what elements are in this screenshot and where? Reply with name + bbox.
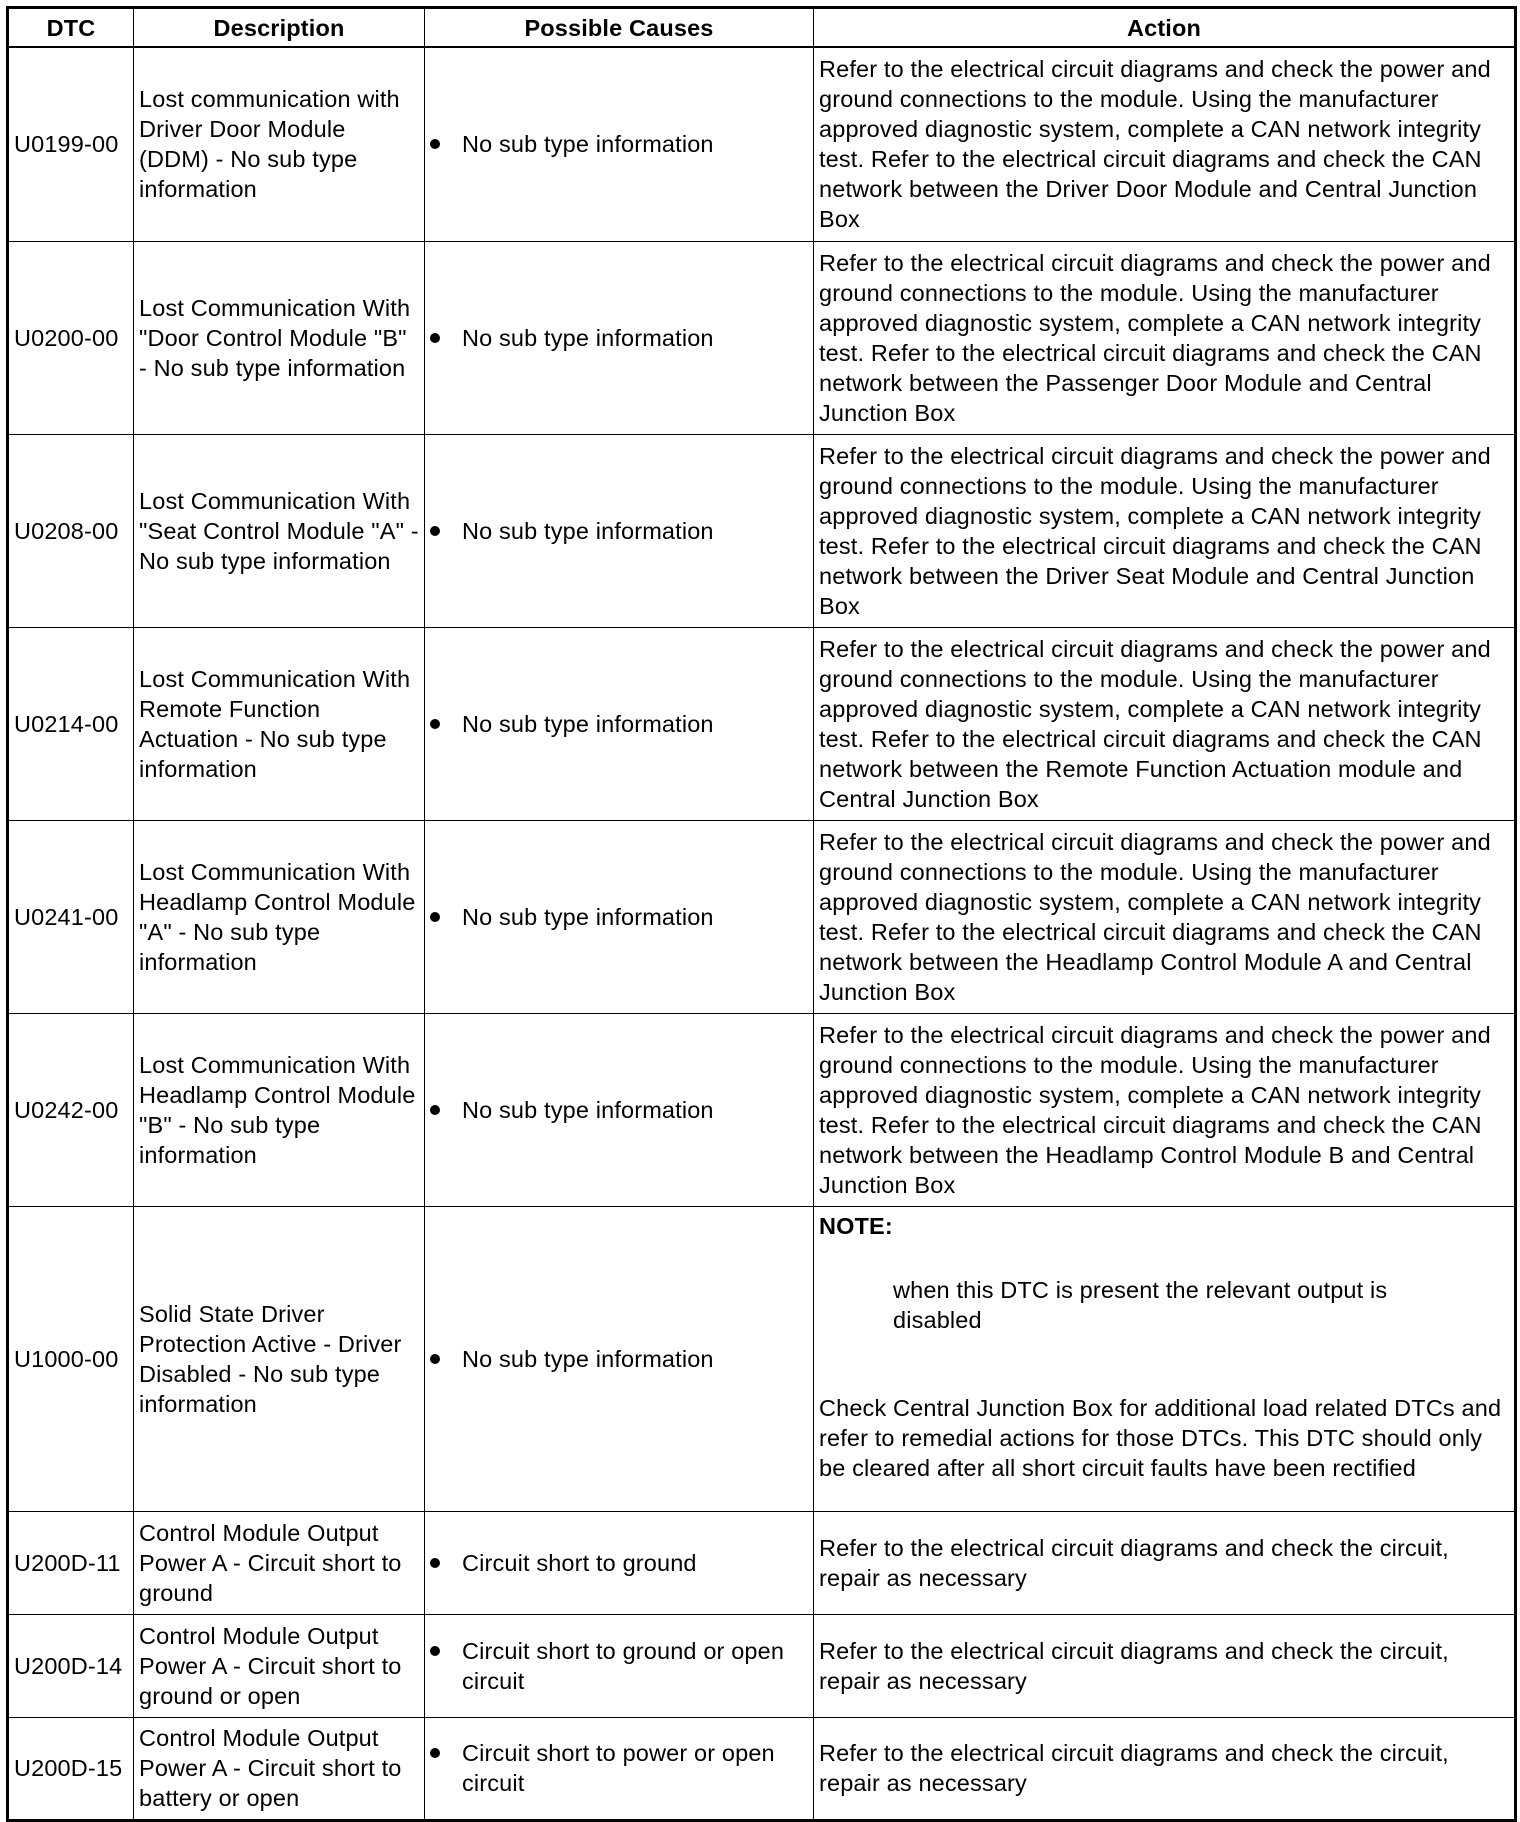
description: Lost Communication With "Door Control Module "B" - No sub type information [134, 241, 425, 434]
cause-text: No sub type information [462, 517, 714, 544]
description: Lost Communication With "Seat Control Module "A" - No sub type information [134, 434, 425, 627]
bullet-icon [430, 139, 440, 149]
possible-cause [425, 1717, 814, 1820]
dtc-code: U200D-11 [8, 1511, 134, 1614]
possible-cause [425, 1013, 814, 1206]
action [814, 1206, 1516, 1511]
table-row [8, 1717, 1516, 1820]
cause-text: No sub type information [462, 1096, 714, 1123]
dtc-code: U0214-00 [8, 627, 134, 820]
cause-text: Circuit short to power or open circuit [462, 1740, 775, 1796]
table-header-row [8, 8, 1516, 48]
cause-text: No sub type information [462, 1345, 714, 1372]
possible-cause [425, 627, 814, 820]
bullet-icon [430, 333, 440, 343]
header-action: Action [814, 8, 1516, 48]
table-row [8, 1614, 1516, 1717]
table-row [8, 1206, 1516, 1511]
table-row [8, 820, 1516, 1013]
note-label: NOTE: [819, 1212, 893, 1239]
cause-text: No sub type information [462, 324, 714, 351]
action: Refer to the electrical circuit diagrams and check the circuit, repair as necessary [814, 1717, 1516, 1820]
bullet-icon [430, 1354, 440, 1364]
dtc-code: U0241-00 [8, 820, 134, 1013]
dtc-code: U0242-00 [8, 1013, 134, 1206]
dtc-code: U200D-14 [8, 1614, 134, 1717]
dtc-code: U0208-00 [8, 434, 134, 627]
bullet-icon [430, 1105, 440, 1115]
dtc-table [6, 6, 1517, 1822]
action: Refer to the electrical circuit diagrams and check the power and ground connections to the module. Using the manufacturer approved diagnostic system, complete a CAN network integrity test. Refer to the electrical circuit diagrams and check the CAN network between the Passenger Door Module and Central Junction Box [814, 241, 1516, 434]
header-dtc: DTC [8, 8, 134, 48]
description: Control Module Output Power A - Circuit short to battery or open [134, 1717, 425, 1820]
bullet-icon [430, 1558, 440, 1568]
bullet-icon [430, 1646, 440, 1656]
header-possible-causes: Possible Causes [425, 8, 814, 48]
description: Solid State Driver Protection Active - Driver Disabled - No sub type information [134, 1206, 425, 1511]
action: Refer to the electrical circuit diagrams and check the power and ground connections to the module. Using the manufacturer approved diagnostic system, complete a CAN network integrity test. Refer to the electrical circuit diagrams and check the CAN network between the Headlamp Control Module A and Central Junction Box [814, 820, 1516, 1013]
action: Refer to the electrical circuit diagrams and check the power and ground connections to the module. Using the manufacturer approved diagnostic system, complete a CAN network integrity test. Refer to the electrical circuit diagrams and check the CAN network between the Remote Function Actuation module and Central Junction Box [814, 627, 1516, 820]
possible-cause [425, 820, 814, 1013]
header-description: Description [134, 8, 425, 48]
cause-text: Circuit short to ground or open circuit [462, 1637, 785, 1694]
dtc-code: U0200-00 [8, 241, 134, 434]
cause-text: No sub type information [462, 131, 714, 158]
dtc-code: U1000-00 [8, 1206, 134, 1511]
description: Control Module Output Power A - Circuit short to ground [134, 1511, 425, 1614]
table-row [8, 47, 1516, 241]
dtc-code: U0199-00 [8, 47, 134, 241]
bullet-icon [430, 719, 440, 729]
possible-cause [425, 434, 814, 627]
action: Refer to the electrical circuit diagrams and check the power and ground connections to the module. Using the manufacturer approved diagnostic system, complete a CAN network integrity test. Refer to the electrical circuit diagrams and check the CAN network between the Driver Seat Module and Central Junction Box [814, 434, 1516, 627]
action: Refer to the electrical circuit diagrams and check the circuit, repair as necessary [814, 1511, 1516, 1614]
table-row [8, 1013, 1516, 1206]
possible-cause [425, 47, 814, 241]
table-row [8, 434, 1516, 627]
table-row [8, 241, 1516, 434]
table-row [8, 627, 1516, 820]
bullet-icon [430, 526, 440, 536]
possible-cause [425, 1614, 814, 1717]
cause-text: No sub type information [462, 903, 714, 930]
description: Lost Communication With Headlamp Control Module "B" - No sub type information [134, 1013, 425, 1206]
description: Lost Communication With Headlamp Control Module "A" - No sub type information [134, 820, 425, 1013]
action: Refer to the electrical circuit diagrams and check the power and ground connections to the module. Using the manufacturer approved diagnostic system, complete a CAN network integrity test. Refer to the electrical circuit diagrams and check the CAN network between the Headlamp Control Module B and Central Junction Box [814, 1013, 1516, 1206]
description: Control Module Output Power A - Circuit short to ground or open [134, 1614, 425, 1717]
possible-cause [425, 241, 814, 434]
cause-text: Circuit short to ground [462, 1549, 697, 1576]
possible-cause [425, 1511, 814, 1614]
description: Lost communication with Driver Door Module (DDM) - No sub type information [134, 47, 425, 241]
cause-text: No sub type information [462, 710, 714, 737]
bullet-icon [430, 1748, 440, 1758]
table-row [8, 1511, 1516, 1614]
note-text: when this DTC is present the relevant output is disabled [893, 1276, 1388, 1333]
description: Lost Communication With Remote Function Actuation - No sub type information [134, 627, 425, 820]
action: Refer to the electrical circuit diagrams and check the circuit, repair as necessary [814, 1614, 1516, 1717]
action: Refer to the electrical circuit diagrams and check the power and ground connections to the module. Using the manufacturer approved diagnostic system, complete a CAN network integrity test. Refer to the electrical circuit diagrams and check the CAN network between the Driver Door Module and Central Junction Box [814, 47, 1516, 241]
dtc-code: U200D-15 [8, 1717, 134, 1820]
action-text: Check Central Junction Box for additional load related DTCs and refer to remedial actions for those DTCs. This DTC should only be cleared after all short circuit faults have been rectified [819, 1394, 1502, 1481]
possible-cause [425, 1206, 814, 1511]
bullet-icon [430, 912, 440, 922]
